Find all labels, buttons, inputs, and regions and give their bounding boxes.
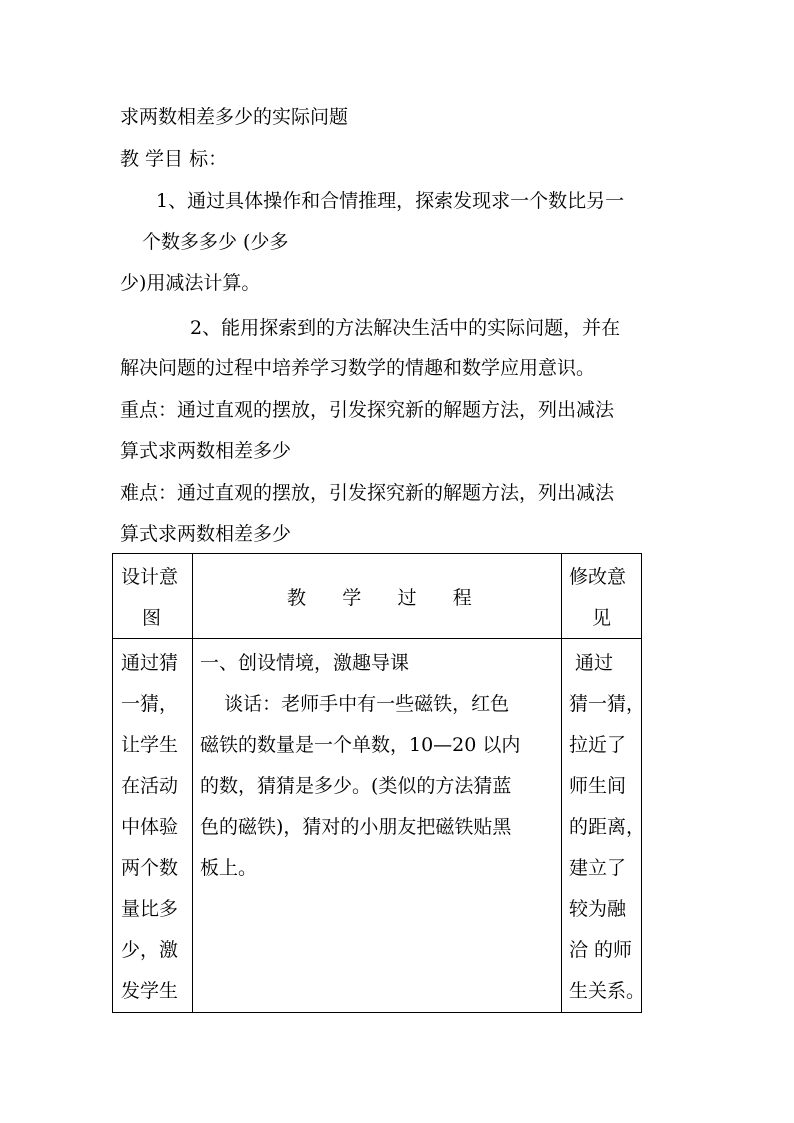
revise-line: 较为融 — [569, 898, 627, 920]
design-line: 在活动 — [121, 775, 179, 797]
header-design-line-1: 设计意 — [121, 566, 179, 588]
revise-line: 猜一猜， — [569, 693, 646, 715]
design-line: 中体验 — [121, 816, 179, 838]
design-line: 少，激 — [121, 939, 179, 961]
keypoint-line-1: 重点：通过直观的摆放，引发探究新的解题方法，列出减法 — [120, 399, 615, 421]
lesson-table — [112, 553, 646, 1013]
table-divider-1 — [192, 554, 193, 1012]
design-line: 一猜， — [121, 693, 179, 715]
revise-line: 建立了 — [569, 857, 627, 879]
objective-1-line-3: 少)用减法计算。 — [120, 272, 261, 294]
design-line: 通过猜 — [121, 652, 179, 674]
keypoint-line-2: 算式求两数相差多少 — [120, 440, 292, 462]
revise-line: 通过 — [569, 652, 614, 674]
document-title: 求两数相差多少的实际问题 — [120, 106, 349, 128]
design-line: 两个数 — [121, 857, 179, 879]
header-process: 教 学 过 程 — [287, 587, 472, 609]
objective-2-line-2: 解决问题的过程中培养学习数学的情趣和数学应用意识。 — [120, 357, 596, 379]
header-revise-line-2: 见 — [592, 607, 612, 629]
revise-line: 师生间 — [569, 775, 627, 797]
design-line: 量比多 — [121, 898, 179, 920]
revise-line: 生关系。 — [569, 980, 646, 1002]
objective-1-line-1: 1、通过具体操作和合情推理，探索发现求一个数比另一 — [156, 190, 625, 212]
process-line: 板上。 — [200, 857, 258, 879]
revise-line: 拉近了 — [569, 734, 627, 756]
header-revise-line-1: 修改意 — [569, 566, 627, 588]
design-line: 让学生 — [121, 734, 179, 756]
process-line: 的数，猜猜是多少。(类似的方法猜蓝 — [200, 775, 512, 797]
objective-1-line-2: 个数多多少 (少多 — [142, 231, 289, 253]
objective-2-line-1: 2、能用探索到的方法解决生活中的实际问题，并在 — [190, 317, 621, 339]
revise-line: 洽 的师 — [569, 939, 633, 961]
header-design-line-2: 图 — [142, 607, 162, 629]
table-divider-2 — [561, 554, 562, 1012]
objective-heading: 教 学目 标： — [120, 148, 228, 170]
difficulty-line-1: 难点：通过直观的摆放，引发探究新的解题方法，列出减法 — [120, 482, 615, 504]
difficulty-line-2: 算式求两数相差多少 — [120, 523, 292, 545]
process-line: 谈话：老师手中有一些磁铁，红色 — [200, 693, 510, 715]
table-header-divider — [113, 638, 641, 639]
process-line: 磁铁的数量是一个单数，10—20 以内 — [200, 734, 521, 756]
process-line: 一、创设情境，激趣导课 — [200, 652, 410, 674]
revise-line: 的距离， — [569, 816, 646, 838]
design-line: 发学生 — [121, 980, 179, 1002]
process-line: 色的磁铁)，猜对的小朋友把磁铁贴黑 — [200, 816, 512, 838]
